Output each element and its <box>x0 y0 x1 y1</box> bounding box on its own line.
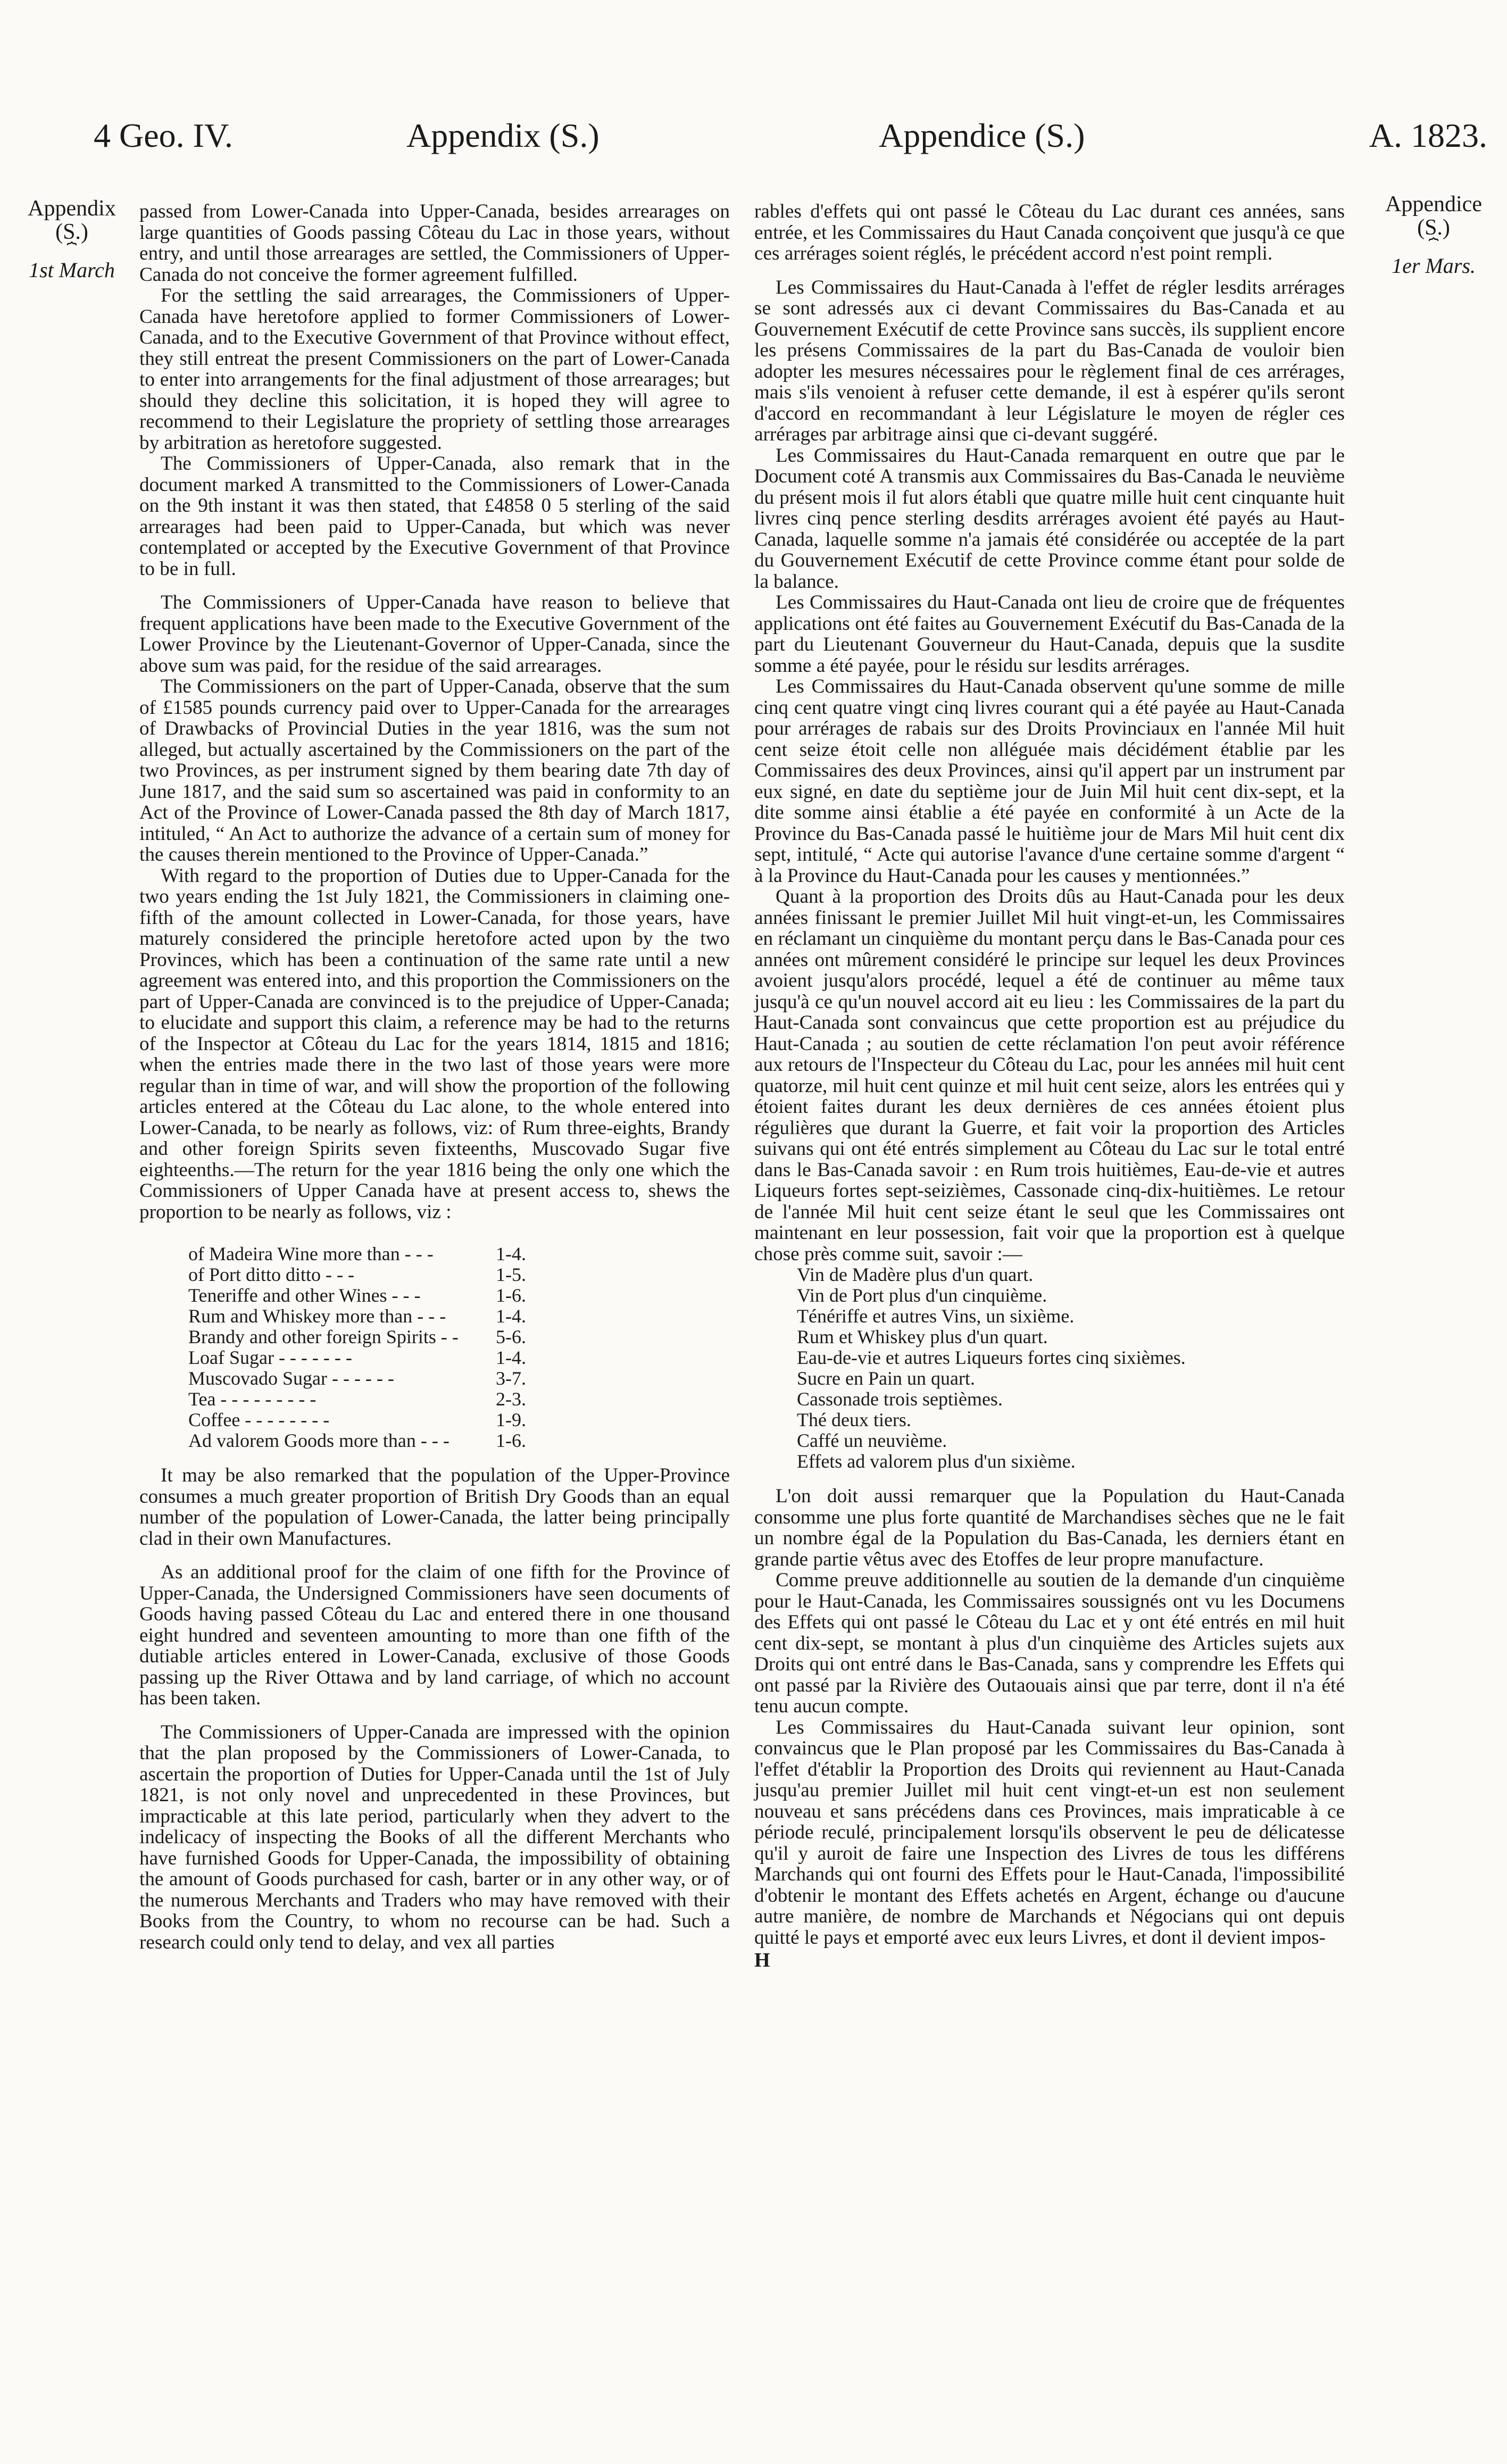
en-table-item: Ad valorem Goods more than - - - <box>188 1430 449 1451</box>
header-appendix-english: Appendix (S.) <box>406 116 600 154</box>
en-table-proportion: 1-9. <box>496 1409 526 1430</box>
fr-paragraph-3: Les Commissaires du Haut-Canada ont lieu de croire que de fréquentes applications ont été faites au Gouvernement Exécutif du Bas-Canada de la part du Lieutenant Gouverneur du Haut-Canada, depuis que la susdite somme a été payée, pour le résidu sur lesdits arrérages. <box>754 592 1345 677</box>
en-table-proportion: 5-6. <box>496 1326 526 1347</box>
en-table-item: Loaf Sugar - - - - - - - <box>188 1347 352 1368</box>
left-margin-tag: (S.) <box>55 220 88 244</box>
fr-proportion-table <box>797 1264 1345 1472</box>
fr-table-row: Vin de Madère plus d'un quart. <box>797 1264 1034 1285</box>
en-table-row <box>188 1368 730 1389</box>
en-paragraph-7: As an additional proof for the claim of one fifth for the Province of Upper-Canada, the Undersigned Commissioners have seen documents of Goods having passed Côteau du Lac and entered there in one thousand eight hundred and seventeen amounting to more than one fifth of the dutiable articles entered in Lower-Canada, exclusive of those Goods passing up the River Ottawa and by land carriage, of which no account has been taken. <box>139 1561 730 1709</box>
en-table-proportion: 1-4. <box>496 1347 526 1368</box>
fr-paragraph-5: Quant à la proportion des Droits dûs au Haut-Canada pour les deux années finissant le premier Juillet Mil huit vingt-et-un, les Commissaires en réclamant un cinquième du montant perçu dans le Bas-Canada pour ces années ont mûrement considéré le principe sur lequel les deux Provinces avoient jusqu'alors procédé, lequel a été de continuer au même taux jusqu'à ce qu'un nouvel accord ait eu lieu : les Commissaires de la part du Haut-Canada sont convaincus que cette proportion est au préjudice du Haut-Canada ; au soutien de cette réclamation l'on peut avoir référence aux retours de l'Inspecteur du Côteau du Lac, pour les années mil huit cent quatorze, mil huit cent quinze et mil huit cent seize, alors les entrées qui y étoient faites durant les deux dernières de ces années étoient plus régulières que durant la Guerre, et fait voir la proportion des Articles suivans qui ont été entrés simplement au Côteau du Lac sur le total entré dans le Bas-Canada savoir : en Rum trois huitièmes, Eau-de-vie et autres Liqueurs fortes sept-seizièmes, Cassonade cinq-dix-huitièmes. Le retour de l'année Mil huit cent seize étant le seul que les Commissaires ont maintenant en leur possession, fait voir que la proportion est à quelque chose près comme suit, savoir :— <box>754 886 1345 1265</box>
header-regnal-year: 4 Geo. IV. <box>94 116 233 154</box>
right-margin-brace: ⏞ <box>1428 237 1439 256</box>
en-table-item: Brandy and other foreign Spirits - - <box>188 1327 459 1347</box>
en-table-item: Teneriffe and other Wines - - - <box>188 1285 421 1306</box>
en-table-row <box>188 1347 730 1368</box>
fr-paragraph-1: Les Commissaires du Haut-Canada à l'effet de régler lesdits arrérages se sont adressés aux ci devant Commissaires du Bas-Canada et au Gouvernement Exécutif de cette Province sans succès, ils supplient encore les présens Commissaires de la part du Bas-Canada de vouloir bien adopter les mesures nécessaires pour le règlement final de ces arrérages, mais s'ils venoient à refuser cette demande, il est à espérer qu'ils seront d'accord en recommandant à leur Législature le moyen de régler ces arrérages par arbitrage ainsi que ci-devant suggéré. <box>754 276 1345 445</box>
en-table-item: Tea - - - - - - - - - <box>188 1389 317 1410</box>
fr-table-row: Rum et Whiskey plus d'un quart. <box>797 1326 1048 1347</box>
header-appendix-french: Appendice (S.) <box>879 116 1085 154</box>
en-table-row <box>188 1389 730 1410</box>
left-margin-note <box>11 197 133 282</box>
en-table-row <box>188 1306 730 1327</box>
en-table-row <box>188 1327 730 1347</box>
fr-paragraph-4: Les Commissaires du Haut-Canada observent qu'une somme de mille cinq cent quatre vingt cinq livres courant qui a été payée au Haut-Canada pour arrérages de rabais sur des Droits Provinciaux en l'année Mil huit cent seize étoit celle non alléguée mais décidément établie par les Commissaires des deux Provinces, ainsi qu'il appert par un instrument par eux signé, en date du septième jour de Juin Mil huit cent dix-sept, et la dite somme ainsi établie a été payée en conformité à un Acte de la Province du Bas-Canada passé le huitième jour de Mars Mil huit cent dix sept, intitulé, “ Acte qui autorise l'avance d'une certaine somme d'argent “ à la Province du Haut-Canada pour les causes y mentionnées.” <box>754 676 1345 887</box>
en-table-row <box>188 1285 730 1306</box>
en-table-row <box>188 1430 730 1451</box>
left-margin-date: 1st March <box>29 258 115 282</box>
fr-paragraph-8: Les Commissaires du Haut-Canada suivant leur opinion, sont convaincus que le Plan proposé par les Commissaires du Bas-Canada à l'effet d'établir la Proportion des Droits qui reviennent au Haut-Canada jusqu'au premier Juillet mil huit cent vingt-et-un est non seulement nouveau et sans précédens dans ces Provinces, mais impraticable à ce période reculé, principalement lorsqu'ils observent le peu de délicatesse qu'il y auroit de faire une Inspection des Livres de tous les différens Marchands qui ont fourni des Effets pour le Haut-Canada, l'impossibilité d'obtenir le montant des Effets achetés en Argent, échange ou d'aucune autre manière, de nombre de Marchands et Négocians qui ont depuis quitté le pays et emporté avec eux leurs Livres, et dont il devient impos- <box>754 1716 1345 1949</box>
left-margin-brace: ⏞ <box>66 242 77 261</box>
french-column <box>754 201 1345 1971</box>
en-table-proportion: 1-6. <box>496 1285 526 1306</box>
en-table-proportion: 1-4. <box>496 1305 526 1327</box>
fr-paragraph-6: L'on doit aussi remarquer que la Population du Haut-Canada consomme une plus forte quantité de Marchandises sèches que ne le fait un nombre égal de la Population du Bas-Canada, les derniers étant en grande partie vêtus avec des Etoffes de leur propre manufacture. <box>754 1485 1345 1570</box>
right-margin-date: 1er Mars. <box>1392 254 1476 278</box>
fr-table-row: Ténériffe et autres Vins, un sixième. <box>797 1305 1075 1327</box>
en-table-item: Muscovado Sugar - - - - - - <box>188 1368 394 1389</box>
fr-paragraph-7: Comme preuve additionnelle au soutien de la demande d'un cinquième pour le Haut-Canada, les Commissaires soussignés ont vu les Documens des Effets qui ont passé le Côteau du Lac et y ont été entrés en mil huit cent dix-sept, se montant à plus d'un cinquième des Articles sujets aux Droits qui ont entré dans le Bas-Canada, sans y comprendre les Effets qui ont passé par la Rivière des Outaouais ainsi que par terre, dont il n'a été tenu aucun compte. <box>754 1569 1345 1717</box>
right-margin-label: Appendice <box>1385 192 1482 217</box>
en-table-row <box>188 1244 730 1264</box>
en-table-row <box>188 1264 730 1285</box>
en-paragraph-4: The Commissioners on the part of Upper-Canada, observe that the sum of £1585 pounds currency paid over to Upper-Canada for the arrearages of Drawbacks of Provincial Duties in the year 1816, was the sum not alleged, but actually ascertained by the Commissioners on the part of the two Provinces, as per instrument signed by them bearing date 7th day of June 1817, and the said sum so ascertained was paid in conformity to an Act of the Province of Lower-Canada passed the 8th day of March 1817, intituled, “ An Act to authorize the advance of a certain sum of money for the causes therein mentioned to the Province of Upper-Canada.” <box>139 676 730 865</box>
right-margin-note <box>1364 193 1503 278</box>
en-table-item: of Port ditto ditto - - - <box>188 1264 354 1285</box>
en-paragraph-6: It may be also remarked that the population of the Upper-Province consumes a much greater proportion of British Dry Goods than an equal number of the population of Lower-Canada, the latter being principally clad in their own Manufactures. <box>139 1464 730 1550</box>
left-margin-label: Appendix <box>28 196 116 221</box>
en-paragraph-1: For the settling the said arrearages, the Commissioners of Upper-Canada have heretofore applied to former Commissioners of Lower-Canada, and to the Executive Government of that Province without effect, they still entreat the present Commissioners on the part of Lower-Canada to enter into arrangements for the final adjustment of those arrearages; but should they decline this solicitation, it is hoped they will agree to recommend to their Legislature the propriety of settling those arrearages by arbitration as heretofore suggested. <box>139 285 730 454</box>
en-table-proportion: 1-4. <box>496 1243 526 1264</box>
en-table-proportion: 1-5. <box>496 1264 526 1285</box>
en-paragraph-5: With regard to the proportion of Duties due to Upper-Canada for the two years ending the 1st July 1821, the Commissioners in claiming one-fifth of the amount collected in Lower-Canada, for those years, have maturely considered the principle heretofore acted upon by the two Provinces, which has been a continuation of the same rate until a new agreement was entered into, and this proportion the Commissioners on the part of Upper-Canada are convinced is to the prejudice of Upper-Canada; to elucidate and support this claim, a reference may be had to the returns of the Inspector at Côteau du Lac for the years 1814, 1815 and 1816; when the entries made there in the two last of those years were more regular than in time of war, and will show the proportion of the following articles entered at the Côteau du Lac alone, to the whole entered into Lower-Canada, to be nearly as follows, viz: of Rum three-eights, Brandy and other foreign Spirits seven fixteenths, Muscovado Sugar five eighteenths.—The return for the year 1816 being the only one which the Commissioners of Upper Canada have at present access to, shews the proportion to be nearly as follows, viz : <box>139 864 730 1223</box>
en-table-proportion: 3-7. <box>496 1368 526 1389</box>
header-year: A. 1823. <box>1369 116 1487 154</box>
en-table-row <box>188 1410 730 1430</box>
right-margin-tag: (S.) <box>1417 215 1450 240</box>
fr-table-row: Thé deux tiers. <box>797 1409 911 1430</box>
fr-table-row: Sucre en Pain un quart. <box>797 1368 975 1389</box>
fr-table-row: Caffé un neuvième. <box>797 1430 947 1451</box>
fr-table-row: Eau-de-vie et autres Liqueurs fortes cinq sixièmes. <box>797 1347 1186 1368</box>
en-table-proportion: 2-3. <box>496 1388 526 1410</box>
fr-table-row: Cassonade trois septièmes. <box>797 1388 1003 1410</box>
en-table-item: of Madeira Wine more than - - - <box>188 1244 434 1264</box>
english-column <box>139 201 730 1953</box>
fr-table-row: Effets ad valorem plus d'un sixième. <box>797 1451 1076 1472</box>
en-table-item: Rum and Whiskey more than - - - <box>188 1306 446 1327</box>
page-header <box>94 116 1487 169</box>
en-paragraph-8: The Commissioners of Upper-Canada are impressed with the opinion that the plan proposed by the Commissioners of Lower-Canada, to ascertain the proportion of Duties for Upper-Canada until the 1st of July 1821, is not only novel and unprecedented in these Provinces, but impracticable at this late period, particularly when they advert to the indelicacy of inspecting the Books of all the different Merchants who have furnished Goods for Upper-Canada, the impossibility of obtaining the amount of Goods purchased for cash, barter or in any other way, or of the numerous Merchants and Traders who may have removed with their Books from the Country, to whom no recourse can be had. Such a research could only tend to delay, and vex all parties <box>139 1721 730 1953</box>
en-paragraph-2: The Commissioners of Upper-Canada, also remark that in the document marked A transmitted to the Commissioners of Lower-Canada on the 9th instant it was then stated, that £4858 0 5 sterling of the said arrearages had been paid to Upper-Canada, but which was never contemplated or accepted by the Executive Government of that Province to be in full. <box>139 453 730 580</box>
en-table-item: Coffee - - - - - - - - <box>188 1410 330 1430</box>
en-table-proportion: 1-6. <box>496 1430 526 1451</box>
en-paragraph-3: The Commissioners of Upper-Canada have reason to believe that frequent applications have been made to the Executive Government of the Lower Province by the Lieutenant-Governor of Upper-Canada, since the above sum was paid, for the residue of the said arrearages. <box>139 592 730 677</box>
fr-table-row: Vin de Port plus d'un cinquième. <box>797 1285 1047 1306</box>
signature-mark: H <box>754 1949 770 1971</box>
fr-paragraph-2: Les Commissaires du Haut-Canada remarquent en outre que par le Document coté A transmis aux Commissaires du Bas-Canada le neuvième du présent mois il fut alors établi que quatre mille huit cent cinquante huit livres cinq pence sterling desdits arrérages avoient été payés au Haut-Canada, laquelle somme n'a jamais été considérée ou acceptée de la part du Gouvernement Exécutif de cette Province comme étant pour solde de la balance. <box>754 444 1345 593</box>
en-proportion-table <box>188 1244 730 1451</box>
en-paragraph-0: passed from Lower-Canada into Upper-Canada, besides arrearages on large quantities of Goods passing Côteau du Lac in those years, without entry, and until those arrearages are settled, the Commissioners of Upper-Canada do not conceive the former agreement fulfilled. <box>139 201 730 286</box>
fr-paragraph-0: rables d'effets qui ont passé le Côteau du Lac durant ces années, sans entrée, et les Commissaires du Haut Canada conçoivent que jusqu'à ce que ces arrérages soient réglés, le précédent accord n'est point rempli. <box>754 201 1345 264</box>
